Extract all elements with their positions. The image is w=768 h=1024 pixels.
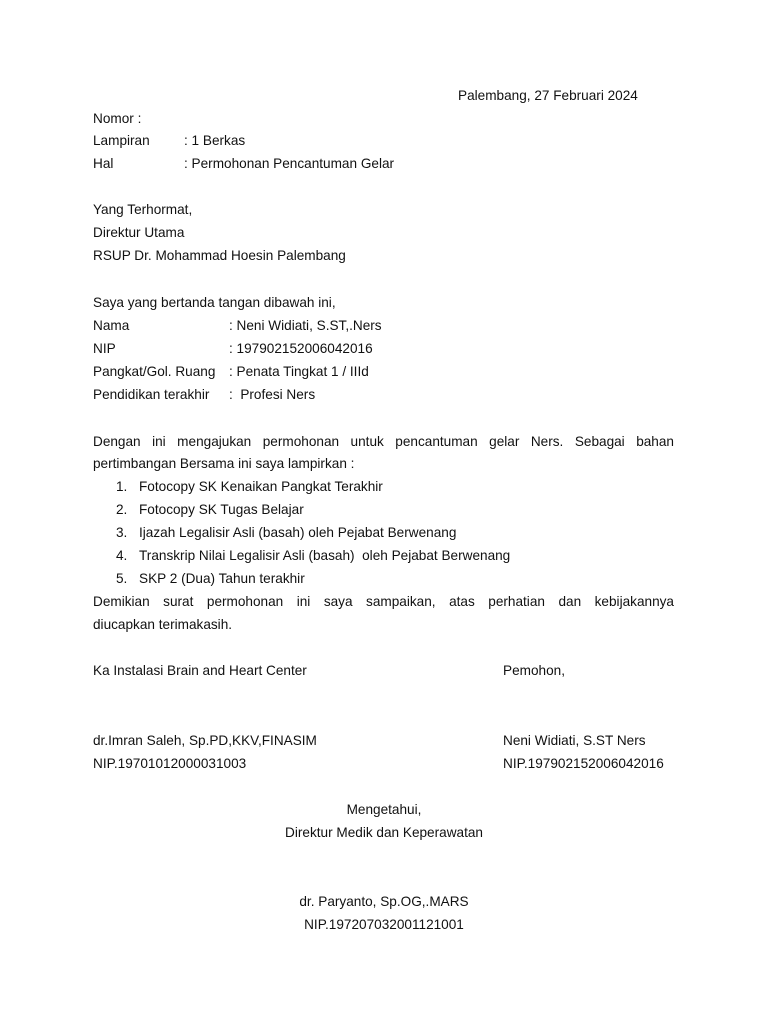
lampiran-label: Lampiran (93, 133, 150, 148)
attachment-item: Transkrip Nilai Legalisir Asli (basah) oleh Pejabat Berwenang (139, 548, 511, 563)
right-signer-name: Neni Widiati, S.ST Ners (503, 733, 646, 748)
attachment-number: 5. (116, 571, 128, 586)
closing-line-1: Demikian surat permohonan ini saya sampaikan, atas perhatian dan kebijakannya (93, 594, 674, 609)
request-line-1: Dengan ini mengajukan permohonan untuk pencantuman gelar Ners. Sebagai bahan (93, 434, 674, 449)
pangkat-value: : Penata Tingkat 1 / IIId (229, 364, 369, 379)
salutation: Yang Terhormat, (93, 202, 193, 217)
attachment-item: SKP 2 (Dua) Tahun terakhir (139, 571, 305, 586)
letter-date: Palembang, 27 Februari 2024 (458, 88, 638, 103)
attachment-item: Ijazah Legalisir Asli (basah) oleh Pejabat Berwenang (139, 525, 457, 540)
nama-value: : Neni Widiati, S.ST,.Ners (229, 318, 382, 333)
closing-line-2: diucapkan terimakasih. (93, 617, 233, 632)
recipient-institution: RSUP Dr. Mohammad Hoesin Palembang (93, 248, 346, 263)
nip-value: : 197902152006042016 (229, 341, 373, 356)
left-signer-title: Ka Instalasi Brain and Heart Center (93, 663, 307, 678)
pendidikan-label: Pendidikan terakhir (93, 387, 210, 402)
approval-nip: NIP.197207032001121001 (304, 917, 464, 932)
pangkat-label: Pangkat/Gol. Ruang (93, 364, 216, 379)
left-signer-name: dr.Imran Saleh, Sp.PD,KKV,FINASIM (93, 733, 317, 748)
intro-text: Saya yang bertanda tangan dibawah ini, (93, 295, 336, 310)
attachment-item: Fotocopy SK Tugas Belajar (139, 502, 304, 517)
nomor-label: Nomor : (93, 111, 142, 126)
nama-label: Nama (93, 318, 130, 333)
right-signer-nip: NIP.197902152006042016 (503, 756, 664, 771)
recipient-title: Direktur Utama (93, 225, 185, 240)
approval-name: dr. Paryanto, Sp.OG,.MARS (299, 894, 469, 909)
attachment-number: 1. (116, 479, 128, 494)
lampiran-value: : 1 Berkas (184, 133, 246, 148)
hal-value: : Permohonan Pencantuman Gelar (184, 156, 395, 171)
attachment-number: 3. (116, 525, 128, 540)
attachment-number: 4. (116, 548, 128, 563)
nip-label: NIP (93, 341, 116, 356)
request-line-2: pertimbangan Bersama ini saya lampirkan : (93, 456, 355, 471)
approval-label: Mengetahui, (346, 802, 422, 817)
right-signer-title: Pemohon, (503, 663, 565, 678)
attachment-item: Fotocopy SK Kenaikan Pangkat Terakhir (139, 479, 383, 494)
approval-title: Direktur Medik dan Keperawatan (285, 825, 483, 840)
left-signer-nip: NIP.19701012000031003 (93, 756, 247, 771)
hal-label: Hal (93, 156, 114, 171)
pendidikan-value: : Profesi Ners (229, 387, 316, 402)
attachment-number: 2. (116, 502, 128, 517)
